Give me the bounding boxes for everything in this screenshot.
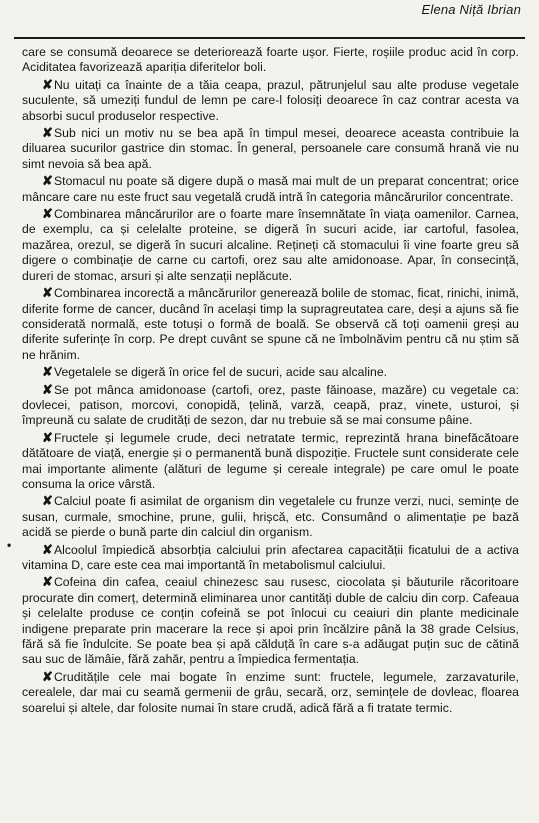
x-cross-bullet-icon: ✘ (42, 285, 53, 301)
paragraph (22, 77, 519, 124)
paragraph (22, 382, 519, 429)
paragraph (22, 285, 519, 363)
margin-dot: • (7, 538, 12, 552)
x-cross-bullet-icon: ✘ (42, 668, 53, 684)
paragraph-text: Combinarea incorectă a mâncărurilor generează bolile de stomac, ficat, rinichi, inimă, diferite forme de cancer, ducând în același timp la supragreutatea care, deși a ajuns să fie considerată normală, este totuși o formă de boală. Se observă că toți oamenii greși au diferite suferințe în corp. Pe drept cuvânt se spune că ne îmbolnăvim pentru că nu știm să ne hrănim. (22, 286, 519, 362)
body-text (22, 45, 519, 717)
x-cross-bullet-icon: ✘ (42, 76, 53, 92)
paragraph: care se consumă deoarece se deteriorează foarte ușor. Fierte, roșiile produc acid în corp. Aciditatea favorizează apariția diferitelor boli. (22, 45, 519, 75)
paragraph (22, 574, 519, 667)
paragraph-text: Cofeina din cafea, ceaiul chinezesc sau rusesc, ciocolata și băuturile răcoritoare procurate din comerț, determină eliminarea unor cantități duble de calciu din corp. Cafeaua și celelalte produse ce conțin cofeină se pot înlocui cu ceaiuri din plante medicinale indigene preparate prin macerare la rece și apoi prin încălzire până la 38 grade Celsius, fără să fie îndulcite. Se poate bea și apă călduță în care s-a adăugat puțin suc de cătină sau suc de lămâie, fără zahăr, pentru a împiedica fermentația. (22, 575, 519, 667)
x-cross-bullet-icon: ✘ (42, 364, 53, 380)
paragraph (22, 430, 519, 493)
x-cross-bullet-icon: ✘ (42, 173, 53, 189)
paragraph-text: Cruditățile cele mai bogate în enzime sunt: fructele, legumele, zarzavaturile, cerealele, dar mai cu seamă germenii de grâu, secară, orz, semințele de dovleac, floarea soarelui și altele, dar folosite numai în stare crudă, adică fără a fi tratate termic. (22, 669, 519, 715)
x-cross-bullet-icon: ✘ (42, 574, 53, 590)
header-rule (14, 37, 525, 39)
paragraph-text: Alcoolul împiedică absorbția calciului prin afectarea capacității ficatului de a activa vitamina D, care este cea mai importantă în metabolismul calciului. (22, 542, 519, 572)
paragraph-text: Calciul poate fi asimilat de organism din vegetalele cu frunze verzi, nuci, semințe de susan, curmale, smochine, prune, gulii, hrișcă, etc. Consumând o alimentație pe bază acidă se pierde o bună parte din calciul din organism. (22, 494, 519, 540)
paragraph-text: Se pot mânca amidonoase (cartofi, orez, paste făinoase, mazăre) cu vegetale ca: dovlecei, patison, morcovi, conopidă, țelină, varză, ceapă, praz, vinete, usturoi, și împreună cu salate de crudități de sezon, dar nu trebuie să se mai consume pâine. (22, 382, 519, 428)
x-cross-bullet-icon: ✘ (42, 125, 53, 141)
paragraph-text: Combinarea mâncărurilor are o foarte mare însemnătate în viața oamenilor. Carnea, de exemplu, ca și celelalte proteine, se digeră în sucuri acide, iar cartoful, fasolea, mazărea, orezul, se digeră în sucuri alcaline. Rețineți că stomacului îi vine foarte greu să digere o combinație de carne cu cartofi, orez sau alte amidonoase. Apar, în consecință, dureri de stomac, arsuri și alte senzații neplăcute. (22, 207, 519, 283)
x-cross-bullet-icon: ✘ (42, 493, 53, 509)
paragraph (22, 542, 519, 574)
paragraph-text: Fructele și legumele crude, deci netratate termic, reprezintă hrana binefăcătoare dătătoare de viață, energie și o permanentă bună dispoziție. Fructele sunt considerate cele mai importante alimente (alături de legume și cereale integrale) pe care omul le poate consuma la orice vârstă. (22, 430, 519, 491)
running-header-author: Elena Niță Ibrian (421, 2, 521, 17)
paragraph-text: Stomacul nu poate să digere după o masă mai mult de un preparat concentrat; orice mâncare care nu este fruct sau vegetală crudă intră în categoria mâncărurilor concentrate. (22, 174, 519, 204)
x-cross-bullet-icon: ✘ (42, 381, 53, 397)
paragraph-text: Vegetalele se digeră în orice fel de sucuri, acide sau alcaline. (53, 365, 388, 380)
paragraph-text: Nu uitați ca înainte de a tăia ceapa, prazul, pătrunjelul sau alte produse vegetale suculente, să umeziți fundul de lemn pe care-l folosiți deoarece în caz contrar acesta va absorbi sucul produselor respective. (22, 77, 519, 123)
paragraph (22, 125, 519, 172)
paragraph (22, 173, 519, 205)
x-cross-bullet-icon: ✘ (42, 429, 53, 445)
x-cross-bullet-icon: ✘ (42, 541, 53, 557)
x-cross-bullet-icon: ✘ (42, 206, 53, 222)
paragraph (22, 493, 519, 540)
paragraph (22, 206, 519, 284)
paragraph (22, 669, 519, 716)
paragraph (22, 364, 519, 380)
paragraph-text: Sub nici un motiv nu se bea apă în timpul mesei, deoarece aceasta contribuie la diluarea sucurilor gastrice din stomac. În general, persoanele care consumă hrană vie nu simt nevoia să bea apă. (22, 126, 519, 171)
